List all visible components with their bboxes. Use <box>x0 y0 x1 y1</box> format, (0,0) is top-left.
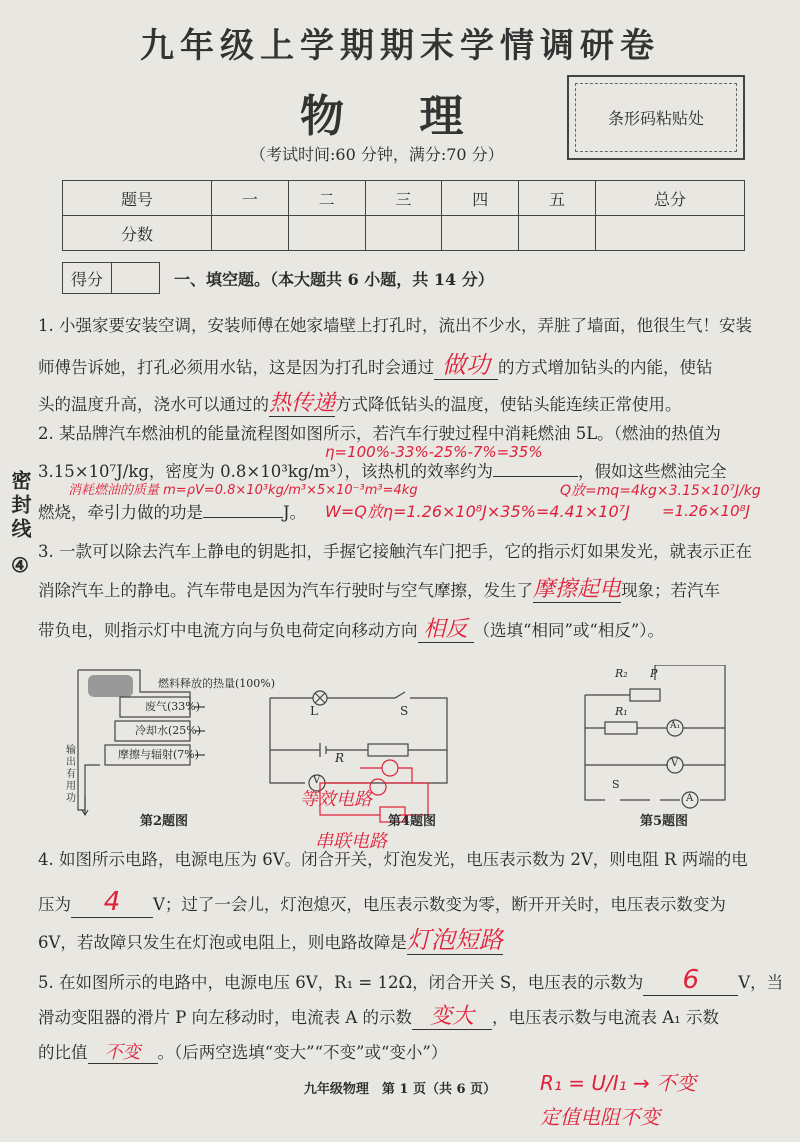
fig5-label: V <box>671 758 679 769</box>
cell: 题号 <box>63 181 212 216</box>
fig5-label: R₁ <box>615 705 628 718</box>
fig5-caption: 第5题图 <box>640 814 689 829</box>
subject-title: 物 理 <box>300 91 494 142</box>
fig4-label: R <box>335 751 345 765</box>
fig4-label: L <box>310 704 318 718</box>
q4-line: 压为 4 V；过了一会儿，灯泡熄灭，电压表示数变为零，断开开关时，电压表示数变为 <box>38 887 726 917</box>
q5-line: 的比值 不变 。（后两空选填“变大”“不变”或“变小”） <box>38 1042 448 1063</box>
exam-time: （考试时间:60 分钟，满分:70 分） <box>250 145 504 164</box>
cell: 总分 <box>595 181 744 216</box>
q5-line: 滑动变阻器的滑片 P 向左移动时，电流表 A 的示数 变大 ，电压表示数与电流表 A₁ 示数 <box>38 1004 720 1029</box>
fig2-label: 冷却水(25%) <box>135 724 202 737</box>
fig2-label: 摩擦与辐射(7%) <box>118 748 200 761</box>
q2-line: 2. 某品牌汽车燃油机的能量流程图如图所示，若汽车行驶过程中消耗燃油 5L。（燃油的热值为 <box>38 424 721 443</box>
q3-line: 带负电，则指示灯中电流方向与负电荷定向移动方向 相反 （选填“相同”或“相反”）。 <box>38 617 665 642</box>
fig2-label: 输出有用功 <box>66 745 76 804</box>
q1-line: 师傅告诉她，打孔必须用水钻，这是因为打孔时会通过 做功 的方式增加钻头的内能，使钻 <box>38 351 713 379</box>
cell: 二 <box>288 181 365 216</box>
handwritten-note: 串联电路 <box>315 831 387 852</box>
barcode-area: 条形码粘贴处 <box>567 75 745 160</box>
handwritten-note: R₁ = U/I₁ → 不变 <box>540 1071 697 1095</box>
fig4-label: S <box>400 704 409 718</box>
q4-line: 4. 如图所示电路，电源电压为 6V。闭合开关，灯泡发光，电压表示数为 2V，则电阻 R 两端的电 <box>38 850 748 869</box>
handwritten-note: 定值电阻不变 <box>540 1105 660 1129</box>
handwritten-efficiency: η=100%-33%-25%-7%=35% <box>325 443 543 461</box>
fig2-caption: 第2题图 <box>140 814 189 829</box>
car-icon <box>88 675 133 697</box>
handwritten-work: W=Q放η=1.26×10⁸J×35%=4.41×10⁷J <box>325 502 630 521</box>
q2-line: 3.15×10⁷J/kg，密度为 0.8×10³kg/m³），该热机的效率约为 ，假如这些燃油完全 <box>38 462 727 481</box>
section-header: 得分 一、填空题。（本大题共 6 小题，共 14 分） <box>62 262 494 294</box>
fig5-label: S <box>612 778 620 791</box>
handwritten-note: 等效电路 <box>300 789 372 810</box>
q2-line: 燃烧，牵引力做的功是 J。 <box>38 503 307 522</box>
fig4-caption: 第4题图 <box>388 814 437 829</box>
fig5-label: A <box>686 793 694 804</box>
handwritten-heat-result: =1.26×10⁸J <box>662 502 751 520</box>
fig5-label: A₁ <box>670 721 681 731</box>
q3-line: 消除汽车上的静电。汽车带电是因为汽车行驶时与空气摩擦，发生了摩擦起电现象；若汽车 <box>38 577 721 602</box>
score-table <box>62 180 745 251</box>
fig5-label: R₂ <box>615 667 628 680</box>
page-footer: 九年级物理 第 1 页（共 6 页） <box>303 1082 497 1097</box>
fig4-label: V <box>313 775 321 786</box>
fig5-label: P <box>650 667 658 680</box>
fig2-label: 燃料释放的热量(100%) <box>158 677 276 690</box>
cell: 五 <box>519 181 596 216</box>
q4-line: 6V，若故障只发生在灯泡或电阻上，则电路故障是灯泡短路 <box>38 926 503 954</box>
cell: 三 <box>365 181 442 216</box>
cell: 四 <box>442 181 519 216</box>
cell: 一 <box>212 181 289 216</box>
handwritten-mass: 消耗燃油的质量 m=ρV=0.8×10³kg/m³×5×10⁻³m³=4kg <box>68 483 418 498</box>
exam-title: 九年级上学期期末学情调研卷 <box>140 26 660 66</box>
q1-line: 1. 小强家要安装空调，安装师傅在她家墙壁上打孔时，流出不少水，弄脏了墙面，他很生气！安装 <box>38 316 752 335</box>
seal-line-label: 密封线 ④ <box>8 470 32 581</box>
q5-line: 5. 在如图所示的电路中，电源电压 6V，R₁ = 12Ω，闭合开关 S，电压表的示数为 6 V，当 <box>38 965 784 995</box>
fig2-label: 废气(33%) <box>145 700 201 713</box>
cell: 分数 <box>63 216 212 251</box>
q3-line: 3. 一款可以除去汽车上静电的钥匙扣，手握它接触汽车门把手，它的指示灯如果发光，就表示正在 <box>38 542 752 561</box>
q1-line: 头的温度升高，浇水可以通过的热传递方式降低钻头的温度，使钻头能连续正常使用。 <box>38 391 682 416</box>
handwritten-heat: Q放=mq=4kg×3.15×10⁷J/kg <box>560 483 761 499</box>
